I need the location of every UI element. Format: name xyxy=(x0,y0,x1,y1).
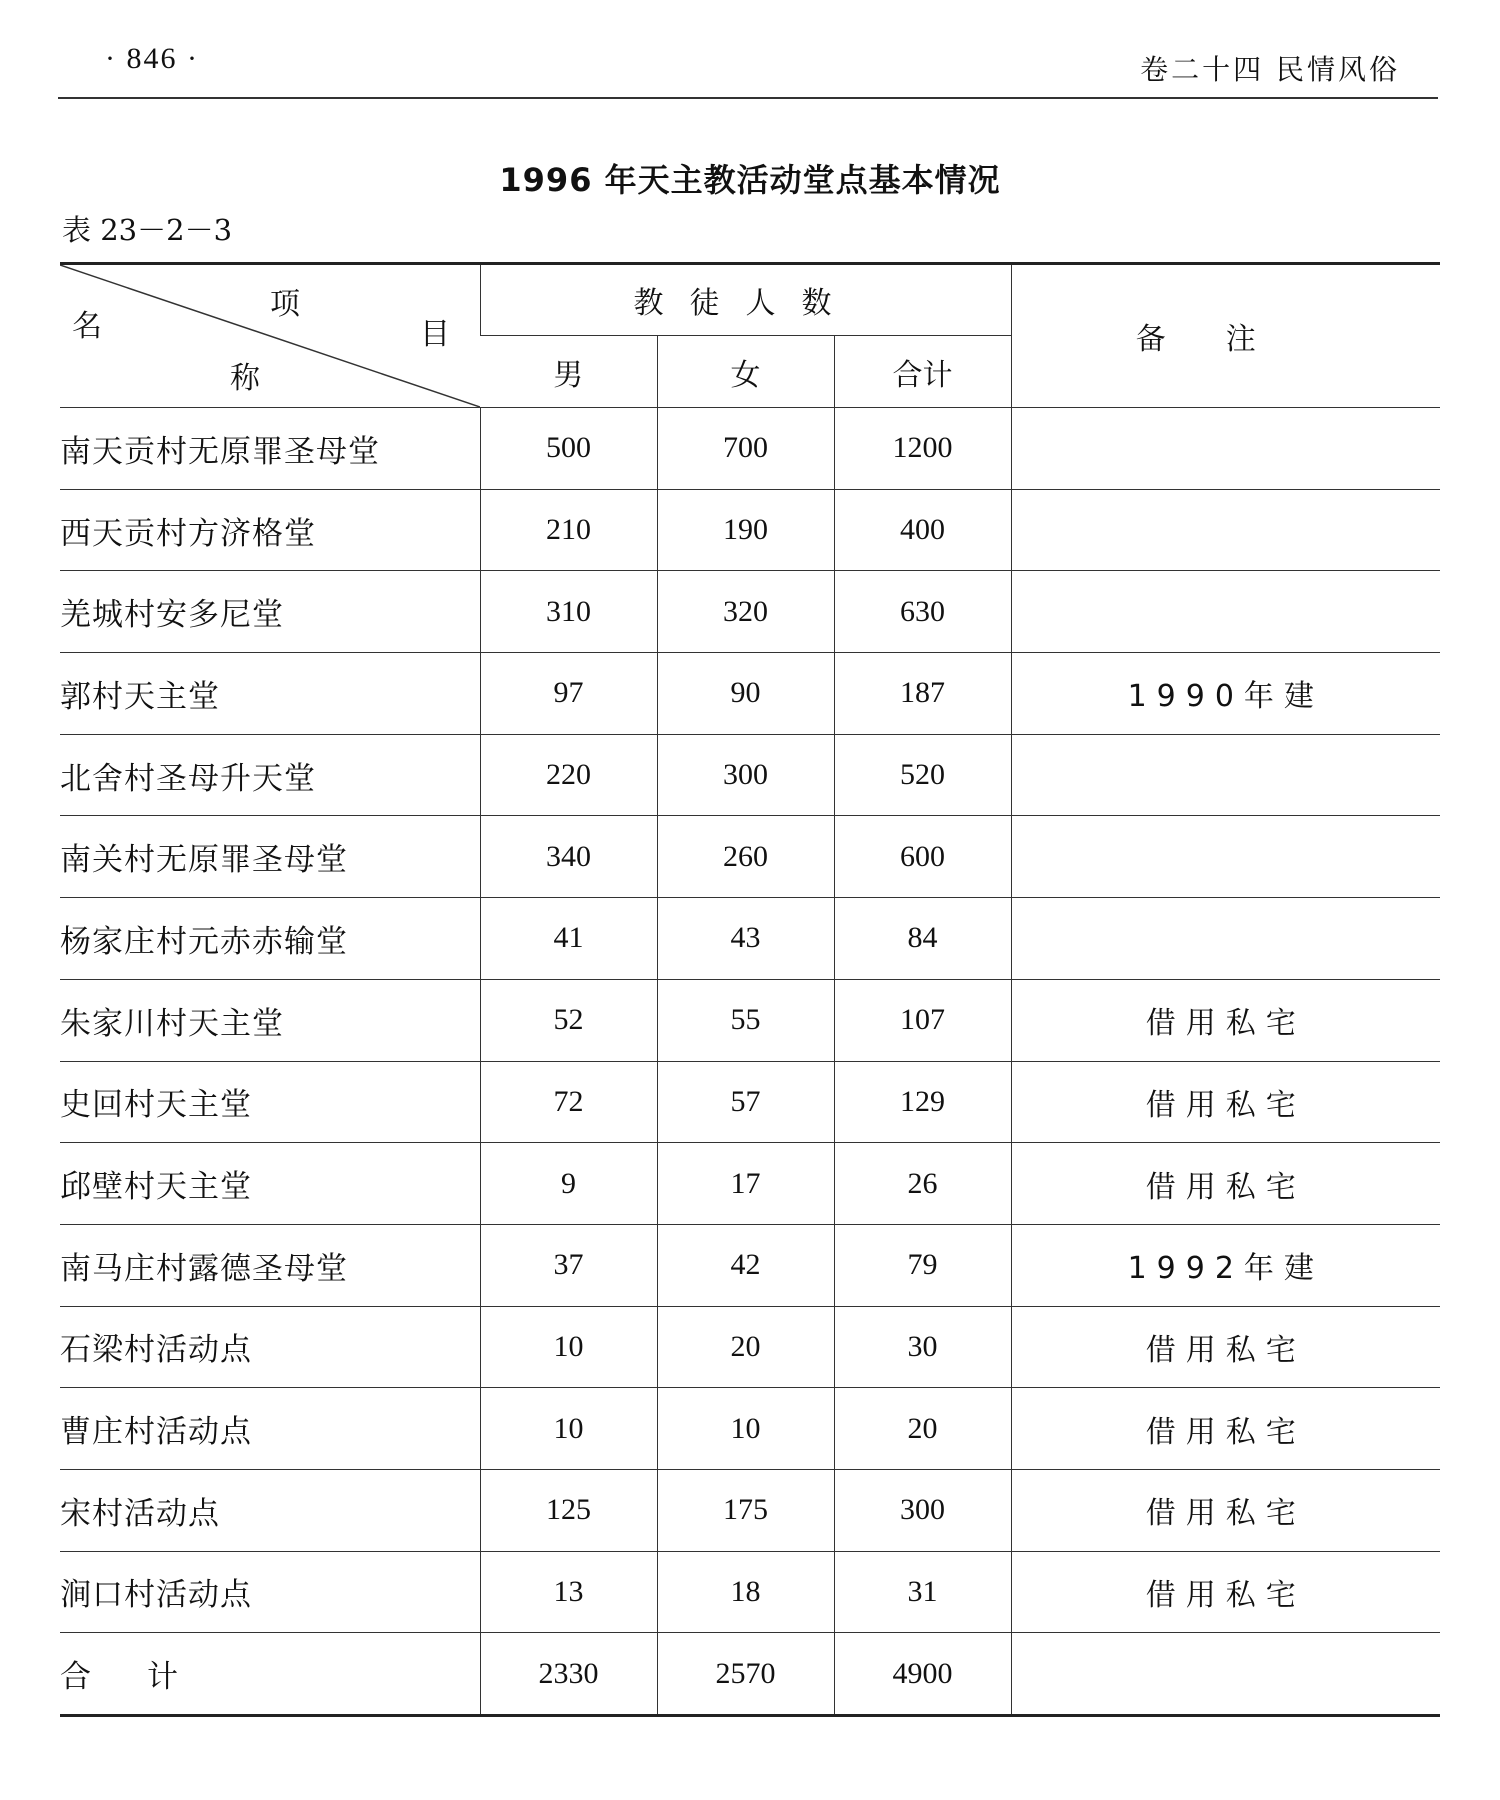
subtotal-count-cell: 630 xyxy=(834,571,1011,653)
table-row xyxy=(60,1469,1440,1551)
note-cell: 借用私宅 xyxy=(1011,1551,1440,1633)
table-row xyxy=(60,734,1440,816)
male-count-cell: 10 xyxy=(480,1388,657,1470)
table-row xyxy=(60,1306,1440,1388)
female-count-cell: 17 xyxy=(657,1143,834,1225)
table-row xyxy=(60,1388,1440,1470)
header-female: 女 xyxy=(657,336,834,408)
table-row xyxy=(60,653,1440,735)
subtotal-count-cell: 31 xyxy=(834,1551,1011,1633)
subtotal-count-cell: 400 xyxy=(834,489,1011,571)
church-name-cell: 涧口村活动点 xyxy=(60,1551,480,1633)
male-count-cell: 97 xyxy=(480,653,657,735)
header-male: 男 xyxy=(480,336,657,408)
male-count-cell: 10 xyxy=(480,1306,657,1388)
female-count-cell: 18 xyxy=(657,1551,834,1633)
table-row xyxy=(60,1143,1440,1225)
church-name-cell: 史回村天主堂 xyxy=(60,1061,480,1143)
female-count-cell: 700 xyxy=(657,408,834,490)
female-count-cell: 20 xyxy=(657,1306,834,1388)
church-name-cell: 南关村无原罪圣母堂 xyxy=(60,816,480,898)
corner-label-name: 名 xyxy=(72,309,102,344)
note-cell xyxy=(1011,816,1440,898)
subtotal-count-cell: 20 xyxy=(834,1388,1011,1470)
note-cell xyxy=(1011,571,1440,653)
subtotal-count-cell: 79 xyxy=(834,1224,1011,1306)
subtotal-count-cell: 4900 xyxy=(834,1633,1011,1716)
male-count-cell: 210 xyxy=(480,489,657,571)
note-cell xyxy=(1011,734,1440,816)
female-count-cell: 190 xyxy=(657,489,834,571)
header-note: 备注 xyxy=(1011,264,1440,408)
note-cell xyxy=(1011,898,1440,980)
table-row xyxy=(60,979,1440,1061)
subtotal-count-cell: 26 xyxy=(834,1143,1011,1225)
church-name-cell: 羌城村安多尼堂 xyxy=(60,571,480,653)
corner-label-eye: 目 xyxy=(420,317,450,352)
male-count-cell: 125 xyxy=(480,1469,657,1551)
table-body xyxy=(60,408,1440,1716)
corner-label-cheng: 称 xyxy=(230,361,260,396)
female-count-cell: 43 xyxy=(657,898,834,980)
subtotal-count-cell: 520 xyxy=(834,734,1011,816)
male-count-cell: 310 xyxy=(480,571,657,653)
male-count-cell: 2330 xyxy=(480,1633,657,1716)
male-count-cell: 9 xyxy=(480,1143,657,1225)
page-number: · 846 · xyxy=(105,42,199,75)
church-name-cell: 宋村活动点 xyxy=(60,1469,480,1551)
female-count-cell: 260 xyxy=(657,816,834,898)
note-cell: 借用私宅 xyxy=(1011,1143,1440,1225)
note-cell xyxy=(1011,408,1440,490)
church-name-cell: 南天贡村无原罪圣母堂 xyxy=(60,408,480,490)
female-count-cell: 320 xyxy=(657,571,834,653)
table-row xyxy=(60,816,1440,898)
church-statistics-table xyxy=(60,262,1440,1717)
table-number: 表 23－2－3 xyxy=(62,213,233,247)
female-count-cell: 90 xyxy=(657,653,834,735)
female-count-cell: 42 xyxy=(657,1224,834,1306)
church-name-cell: 北舍村圣母升天堂 xyxy=(60,734,480,816)
church-name-cell: 石梁村活动点 xyxy=(60,1306,480,1388)
total-label: 合计 xyxy=(60,1633,480,1716)
female-count-cell: 10 xyxy=(657,1388,834,1470)
male-count-cell: 37 xyxy=(480,1224,657,1306)
female-count-cell: 300 xyxy=(657,734,834,816)
header-corner-cell xyxy=(60,264,480,408)
male-count-cell: 220 xyxy=(480,734,657,816)
female-count-cell: 175 xyxy=(657,1469,834,1551)
note-cell: 借用私宅 xyxy=(1011,1388,1440,1470)
church-name-cell: 朱家川村天主堂 xyxy=(60,979,480,1061)
subtotal-count-cell: 600 xyxy=(834,816,1011,898)
church-name-cell: 西天贡村方济格堂 xyxy=(60,489,480,571)
note-cell: 借用私宅 xyxy=(1011,979,1440,1061)
church-name-cell: 杨家庄村元赤赤输堂 xyxy=(60,898,480,980)
church-name-cell: 南马庄村露德圣母堂 xyxy=(60,1224,480,1306)
church-name-cell: 邱壁村天主堂 xyxy=(60,1143,480,1225)
note-cell xyxy=(1011,1633,1440,1716)
table-row xyxy=(60,571,1440,653)
subtotal-count-cell: 1200 xyxy=(834,408,1011,490)
table-title: 1996 年天主教活动堂点基本情况 xyxy=(499,161,1001,199)
header-believer-count: 教徒人数 xyxy=(480,264,1011,336)
female-count-cell: 2570 xyxy=(657,1633,834,1716)
male-count-cell: 52 xyxy=(480,979,657,1061)
table-row xyxy=(60,1551,1440,1633)
subtotal-count-cell: 129 xyxy=(834,1061,1011,1143)
subtotal-count-cell: 30 xyxy=(834,1306,1011,1388)
note-cell: 借用私宅 xyxy=(1011,1469,1440,1551)
note-cell: 借用私宅 xyxy=(1011,1061,1440,1143)
church-name-cell: 曹庄村活动点 xyxy=(60,1388,480,1470)
table-row xyxy=(60,489,1440,571)
note-cell xyxy=(1011,489,1440,571)
male-count-cell: 41 xyxy=(480,898,657,980)
female-count-cell: 55 xyxy=(657,979,834,1061)
male-count-cell: 72 xyxy=(480,1061,657,1143)
male-count-cell: 500 xyxy=(480,408,657,490)
header-rule xyxy=(58,97,1438,99)
total-row xyxy=(60,1633,1440,1716)
corner-label-item: 项 xyxy=(270,287,300,322)
female-count-cell: 57 xyxy=(657,1061,834,1143)
table-row xyxy=(60,408,1440,490)
note-cell: 借用私宅 xyxy=(1011,1306,1440,1388)
subtotal-count-cell: 187 xyxy=(834,653,1011,735)
table-row xyxy=(60,1061,1440,1143)
running-head: 卷二十四 民情风俗 xyxy=(1140,53,1400,86)
subtotal-count-cell: 107 xyxy=(834,979,1011,1061)
subtotal-count-cell: 300 xyxy=(834,1469,1011,1551)
church-name-cell: 郭村天主堂 xyxy=(60,653,480,735)
table-row xyxy=(60,898,1440,980)
note-cell: 1990年建 xyxy=(1011,653,1440,735)
header-subtotal: 合计 xyxy=(834,336,1011,408)
subtotal-count-cell: 84 xyxy=(834,898,1011,980)
male-count-cell: 13 xyxy=(480,1551,657,1633)
table-row xyxy=(60,1224,1440,1306)
note-cell: 1992年建 xyxy=(1011,1224,1440,1306)
male-count-cell: 340 xyxy=(480,816,657,898)
